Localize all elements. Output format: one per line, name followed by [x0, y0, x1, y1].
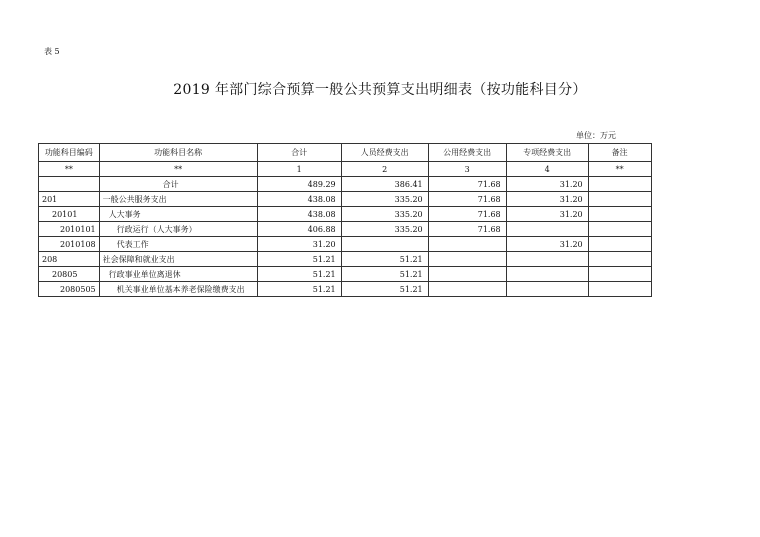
total-cell: 438.08 [257, 192, 341, 207]
special-cell [506, 282, 588, 297]
code-cell [39, 177, 100, 192]
table-row [39, 282, 652, 297]
table-row [39, 237, 652, 252]
special-cell [506, 252, 588, 267]
table-row [39, 177, 652, 192]
name-cell: 机关事业单位基本养老保险缴费支出 [99, 282, 257, 297]
special-cell [506, 222, 588, 237]
special-cell: 31.20 [506, 207, 588, 222]
index-row [39, 162, 652, 177]
code-cell: 201 [39, 192, 100, 207]
index-cell: ** [99, 162, 257, 177]
note-cell [588, 222, 651, 237]
public-cell [428, 267, 506, 282]
note-cell [588, 192, 651, 207]
total-cell: 51.21 [257, 267, 341, 282]
special-cell: 31.20 [506, 237, 588, 252]
col-header-code: 功能科目编码 [39, 144, 100, 162]
col-header-name: 功能科目名称 [99, 144, 257, 162]
personnel-cell: 386.41 [341, 177, 428, 192]
note-cell [588, 252, 651, 267]
col-header-personnel: 人员经费支出 [341, 144, 428, 162]
name-cell: 人大事务 [99, 207, 257, 222]
name-cell: 一般公共服务支出 [99, 192, 257, 207]
table-row [39, 207, 652, 222]
document-title: 2019 年部门综合预算一般公共预算支出明细表（按功能科目分） [173, 82, 587, 98]
public-cell: 71.68 [428, 192, 506, 207]
personnel-cell: 335.20 [341, 192, 428, 207]
total-cell: 406.88 [257, 222, 341, 237]
code-cell: 2080505 [39, 282, 100, 297]
total-cell: 31.20 [257, 237, 341, 252]
personnel-cell: 335.20 [341, 207, 428, 222]
code-cell: 20101 [39, 207, 100, 222]
index-cell: 4 [506, 162, 588, 177]
public-cell [428, 237, 506, 252]
table-row [39, 267, 652, 282]
note-cell [588, 207, 651, 222]
table-number: 表 5 [44, 47, 60, 56]
code-cell: 208 [39, 252, 100, 267]
name-cell: 行政运行（人大事务） [99, 222, 257, 237]
total-cell: 438.08 [257, 207, 341, 222]
note-cell [588, 267, 651, 282]
code-cell: 2010101 [39, 222, 100, 237]
public-cell: 71.68 [428, 222, 506, 237]
special-cell [506, 267, 588, 282]
table-row [39, 222, 652, 237]
personnel-cell [341, 237, 428, 252]
note-cell [588, 237, 651, 252]
personnel-cell: 51.21 [341, 252, 428, 267]
code-cell: 2010108 [39, 237, 100, 252]
col-header-total: 合计 [257, 144, 341, 162]
personnel-cell: 51.21 [341, 267, 428, 282]
col-header-note: 备注 [588, 144, 651, 162]
header-row [39, 144, 652, 162]
name-cell: 合计 [99, 177, 257, 192]
note-cell [588, 177, 651, 192]
special-cell: 31.20 [506, 177, 588, 192]
public-cell: 71.68 [428, 177, 506, 192]
special-cell: 31.20 [506, 192, 588, 207]
public-cell [428, 282, 506, 297]
index-cell: ** [39, 162, 100, 177]
personnel-cell: 51.21 [341, 282, 428, 297]
name-cell: 行政事业单位离退休 [99, 267, 257, 282]
index-cell: 1 [257, 162, 341, 177]
code-cell: 20805 [39, 267, 100, 282]
budget-table [38, 143, 652, 297]
note-cell [588, 282, 651, 297]
total-cell: 51.21 [257, 252, 341, 267]
col-header-special: 专项经费支出 [506, 144, 588, 162]
public-cell: 71.68 [428, 207, 506, 222]
total-cell: 489.29 [257, 177, 341, 192]
index-cell: ** [588, 162, 651, 177]
total-cell: 51.21 [257, 282, 341, 297]
index-cell: 2 [341, 162, 428, 177]
table-row [39, 252, 652, 267]
unit-label: 单位：万元 [576, 131, 616, 140]
personnel-cell: 335.20 [341, 222, 428, 237]
col-header-public: 公用经费支出 [428, 144, 506, 162]
index-cell: 3 [428, 162, 506, 177]
name-cell: 社会保障和就业支出 [99, 252, 257, 267]
public-cell [428, 252, 506, 267]
table-row [39, 192, 652, 207]
name-cell: 代表工作 [99, 237, 257, 252]
